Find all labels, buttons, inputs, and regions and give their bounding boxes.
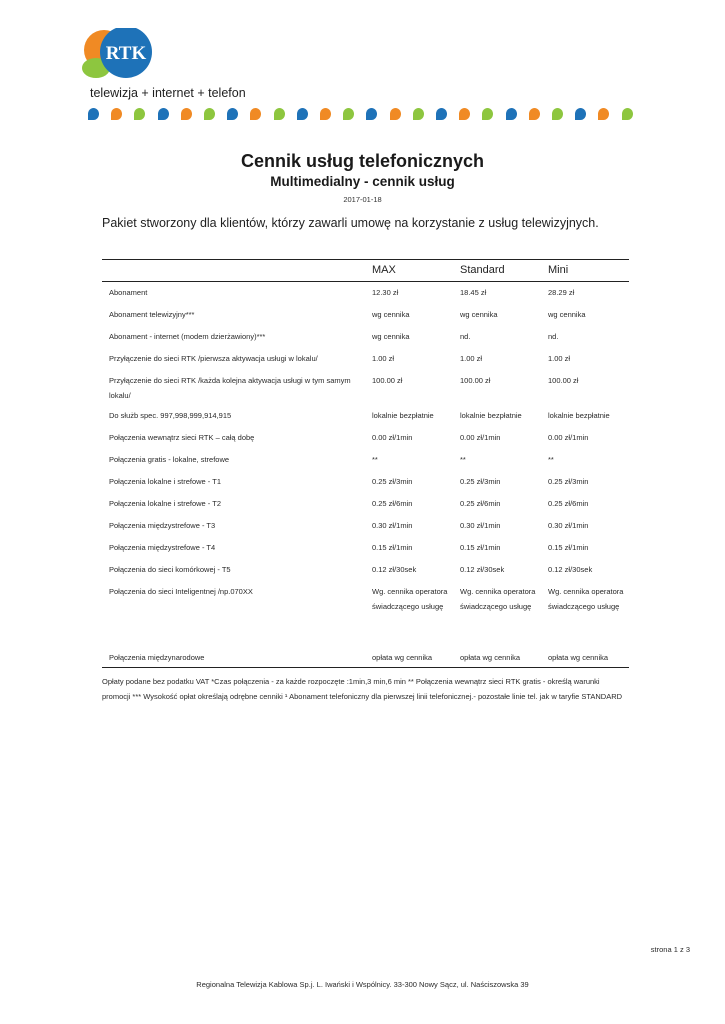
- decorative-dot: [88, 108, 99, 120]
- table-rule-header: [102, 281, 629, 282]
- row-mini-value: opłata wg cennika: [548, 653, 609, 662]
- row-standard-value: 0.30 zł/1min: [460, 521, 501, 530]
- row-label: Przyłączenie do sieci RTK /pierwsza aktywacja usługi w lokalu/: [109, 354, 318, 363]
- decorative-dot: [436, 108, 447, 120]
- decorative-dot: [575, 108, 586, 120]
- row-standard-value: 0.25 zł/6min: [460, 499, 501, 508]
- decorative-dot: [390, 108, 401, 120]
- document-date: 2017-01-18: [343, 195, 382, 204]
- row-max-value: 100.00 zł: [372, 376, 403, 385]
- tagline: telewizja + internet + telefon: [90, 86, 246, 100]
- row-label: Połączenia gratis - lokalne, strefowe: [109, 455, 230, 464]
- intro-text: Pakiet stworzony dla klientów, którzy zawarli umowę na korzystanie z usług telewizyjnych.: [102, 216, 599, 230]
- row-label: Przyłączenie do sieci RTK /każda kolejna aktywacja usługi w tym samym lokalu/: [109, 376, 351, 400]
- row-standard-value: 1.00 zł: [460, 354, 483, 363]
- column-header-max: MAX: [372, 264, 396, 276]
- decorative-dot: [227, 108, 238, 120]
- column-header-mini: Mini: [548, 264, 569, 276]
- decorative-dot: [250, 108, 261, 120]
- row-max-value: wg cennika: [372, 310, 410, 319]
- row-max-value: Wg. cennika operatora świadczącego usługę: [372, 587, 448, 611]
- row-standard-value: lokalnie bezpłatnie: [460, 411, 522, 420]
- row-max-value: 0.25 zł/6min: [372, 499, 413, 508]
- row-max-value: wg cennika: [372, 332, 410, 341]
- row-mini-value: **: [548, 455, 554, 464]
- decorative-dot: [204, 108, 215, 120]
- row-label: Połączenia do sieci Inteligentnej /np.070XX: [109, 587, 253, 596]
- rtk-logo: [82, 28, 154, 80]
- row-max-value: 0.12 zł/30sek: [372, 565, 417, 574]
- row-max-value: **: [372, 455, 378, 464]
- decorative-dot: [134, 108, 145, 120]
- row-label: Połączenia wewnątrz sieci RTK – całą dobę: [109, 433, 255, 442]
- row-max-value: 0.15 zł/1min: [372, 543, 413, 552]
- decorative-dot: [482, 108, 493, 120]
- decorative-dot: [320, 108, 331, 120]
- decorative-dot: [552, 108, 563, 120]
- row-label: Połączenia międzystrefowe - T4: [109, 543, 216, 552]
- row-mini-value: wg cennika: [548, 310, 586, 319]
- row-label: Abonament - internet (modem dzierżawiony)***: [109, 332, 266, 341]
- row-standard-value: opłata wg cennika: [460, 653, 521, 662]
- row-standard-value: 0.25 zł/3min: [460, 477, 501, 486]
- row-max-value: 12.30 zł: [372, 288, 399, 297]
- decorative-dot: [366, 108, 377, 120]
- decorative-dot: [413, 108, 424, 120]
- decorative-dot: [181, 108, 192, 120]
- row-standard-value: wg cennika: [460, 310, 498, 319]
- row-label: Połączenia lokalne i strefowe - T2: [109, 499, 222, 508]
- row-max-value: 1.00 zł: [372, 354, 395, 363]
- decorative-dot: [622, 108, 633, 120]
- row-mini-value: 0.25 zł/6min: [548, 499, 589, 508]
- page-title: Cennik usług telefonicznych: [240, 151, 485, 171]
- row-mini-value: Wg. cennika operatora świadczącego usługę: [548, 587, 624, 611]
- decorative-dot: [598, 108, 609, 120]
- row-standard-value: **: [460, 455, 466, 464]
- page-subtitle: Multimedialny - cennik usług: [270, 174, 455, 189]
- decorative-dot-row: [88, 108, 640, 122]
- decorative-dot: [459, 108, 470, 120]
- table-rule-top: [102, 259, 629, 260]
- row-label: Połączenia międzynarodowe: [109, 653, 205, 662]
- row-label: Połączenia do sieci komórkowej - T5: [109, 565, 231, 574]
- row-label: Abonament: [109, 288, 148, 297]
- row-mini-value: lokalnie bezpłatnie: [548, 411, 610, 420]
- row-standard-value: 0.00 zł/1min: [460, 433, 501, 442]
- row-mini-value: 0.15 zł/1min: [548, 543, 589, 552]
- row-mini-value: 28.29 zł: [548, 288, 575, 297]
- row-mini-value: 1.00 zł: [548, 354, 571, 363]
- row-mini-value: 0.00 zł/1min: [548, 433, 589, 442]
- row-max-value: 0.30 zł/1min: [372, 521, 413, 530]
- row-standard-value: 0.15 zł/1min: [460, 543, 501, 552]
- row-standard-value: nd.: [460, 332, 471, 341]
- row-max-value: opłata wg cennika: [372, 653, 433, 662]
- row-mini-value: 0.30 zł/1min: [548, 521, 589, 530]
- table-rule-bottom: [102, 667, 629, 668]
- row-standard-value: 0.12 zł/30sek: [460, 565, 505, 574]
- row-label: Połączenia lokalne i strefowe - T1: [109, 477, 222, 486]
- footnote: Opłaty podane bez podatku VAT *Czas połączenia - za każde rozpoczęte :1min,3 min,6 min ** Połączenia wewnątrz sieci RTK gratis - określą warunki promocji *** Wysokość opłat określają odrębne cenniki ¹ Abonament telefoniczny dla pierwszej linii telefonicznej.- pozostałe linie tel. jak w taryfie STANDARD: [102, 677, 623, 701]
- row-mini-value: 0.12 zł/30sek: [548, 565, 593, 574]
- row-standard-value: 100.00 zł: [460, 376, 491, 385]
- row-max-value: lokalnie bezpłatnie: [372, 411, 434, 420]
- decorative-dot: [297, 108, 308, 120]
- logo-text: RTK: [105, 43, 147, 64]
- decorative-dot: [343, 108, 354, 120]
- row-standard-value: Wg. cennika operatora świadczącego usługę: [460, 587, 536, 611]
- row-max-value: 0.25 zł/3min: [372, 477, 413, 486]
- row-mini-value: nd.: [548, 332, 559, 341]
- decorative-dot: [111, 108, 122, 120]
- company-footer: Regionalna Telewizja Kablowa Sp.j. L. Iwański i Wspólnicy. 33-300 Nowy Sącz, ul. Naściszowska 39: [196, 980, 529, 989]
- row-label: Połączenia międzystrefowe - T3: [109, 521, 216, 530]
- decorative-dot: [158, 108, 169, 120]
- decorative-dot: [274, 108, 285, 120]
- row-mini-value: 100.00 zł: [548, 376, 579, 385]
- row-label: Do służb spec. 997,998,999,914,915: [109, 411, 232, 420]
- row-mini-value: 0.25 zł/3min: [548, 477, 589, 486]
- row-standard-value: 18.45 zł: [460, 288, 487, 297]
- page-number: strona 1 z 3: [650, 945, 690, 954]
- row-label: Abonament telewizyjny***: [109, 310, 195, 319]
- row-max-value: 0.00 zł/1min: [372, 433, 413, 442]
- decorative-dot: [529, 108, 540, 120]
- column-header-standard: Standard: [460, 264, 505, 276]
- decorative-dot: [506, 108, 517, 120]
